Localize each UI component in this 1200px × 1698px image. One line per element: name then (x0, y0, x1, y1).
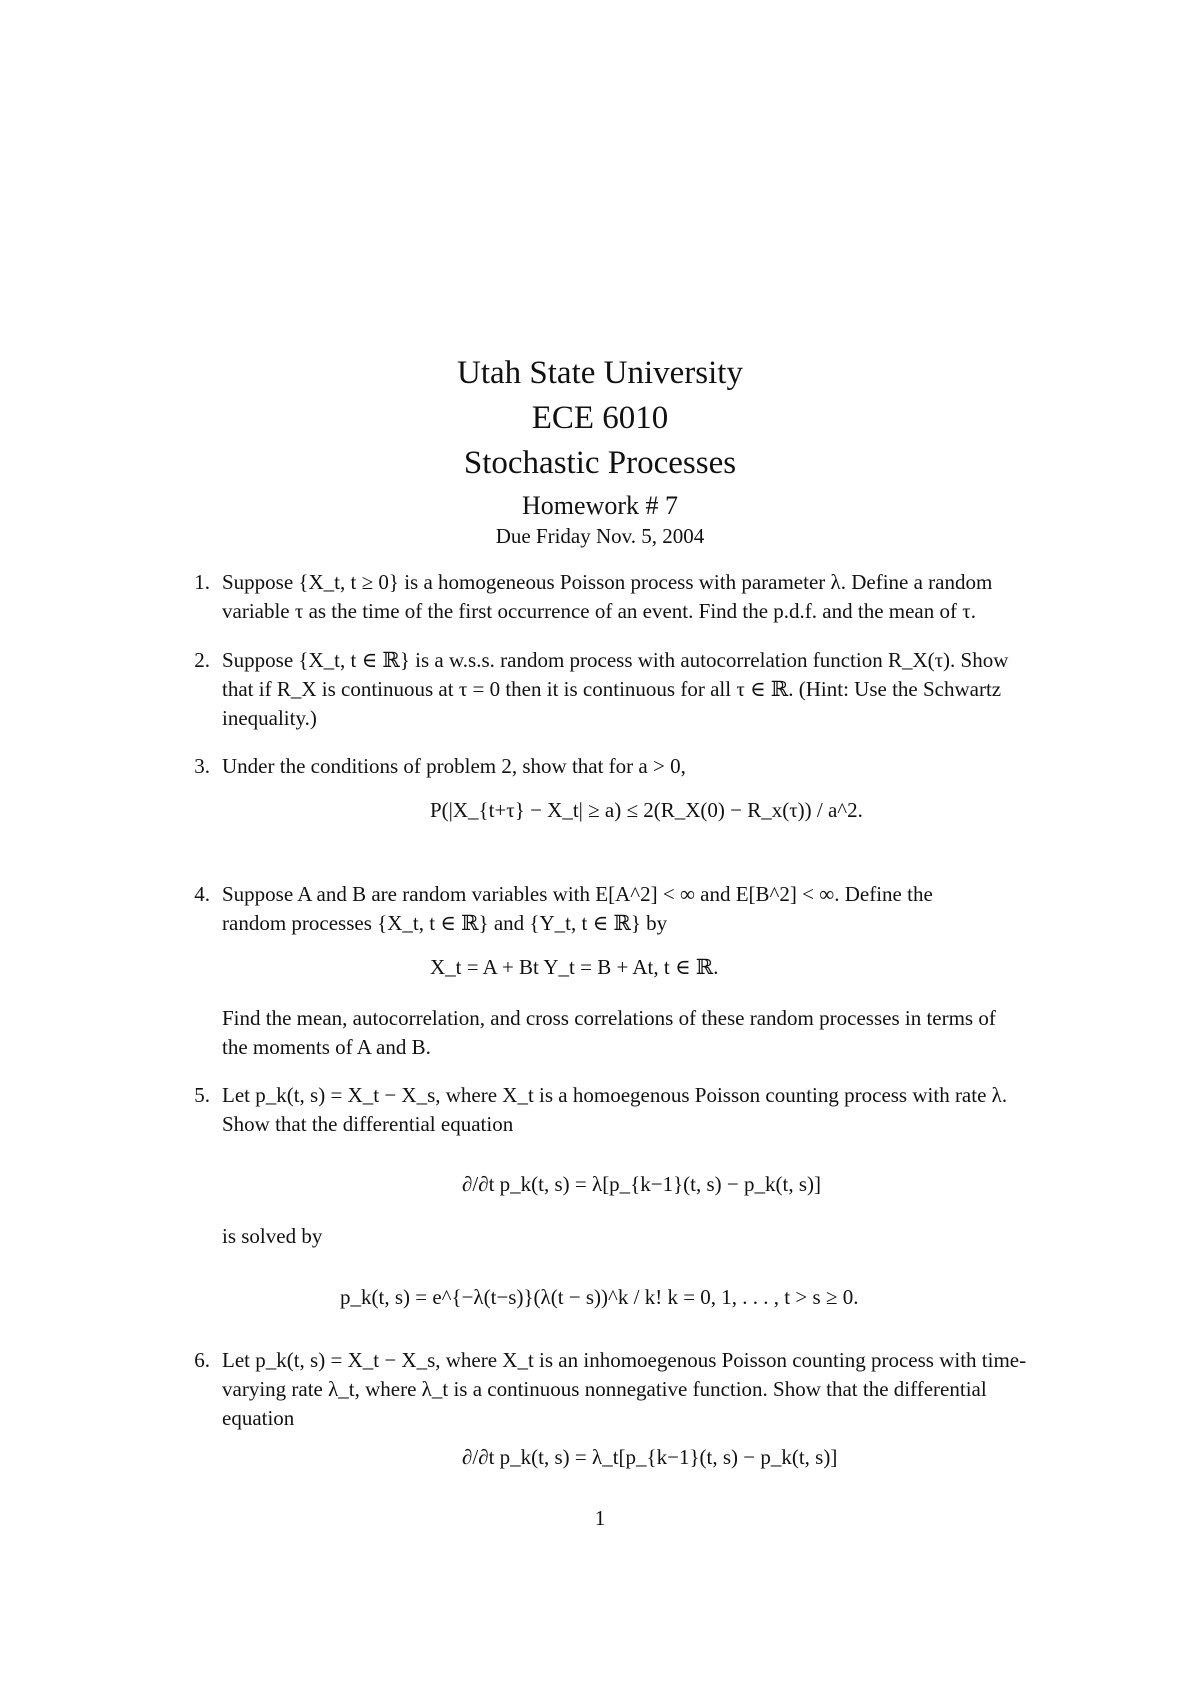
course-subject: Stochastic Processes (463, 445, 737, 481)
problem-4 (170, 880, 1100, 938)
due-date: Due Friday Nov. 5, 2004 (495, 524, 705, 548)
assignment-title: Homework # 7 (522, 491, 678, 520)
problem-line: random processes {X_t, t ∈ ℝ} and {Y_t, t ∈ ℝ} by (222, 911, 668, 935)
problem-5 (170, 1081, 1100, 1139)
problem-line: varying rate λ_t, where λ_t is a continuous nonnegative function. Show that the differential (222, 1377, 987, 1401)
problem-number: 2. (194, 648, 210, 672)
problem-4-continued (170, 1004, 1100, 1062)
problem-1 (170, 568, 1100, 626)
problem-line: Let p_k(t, s) = X_t − X_s, where X_t is a homoegenous Poisson counting process with rate λ. (222, 1083, 1008, 1107)
problem-number: 6. (194, 1348, 210, 1372)
page-number: 1 (594, 1506, 606, 1530)
problem-line: Suppose A and B are random variables with E[A^2] < ∞ and E[B^2] < ∞. Define the (222, 882, 933, 906)
problem-2 (170, 646, 1100, 733)
problem-6 (170, 1346, 1100, 1433)
problem-line: variable τ as the time of the first occurrence of an event. Find the p.d.f. and the mean of τ. (222, 599, 976, 623)
problem-line: inequality.) (222, 706, 317, 730)
equation-problem-3: P(|X_{t+τ} − X_t| ≥ a) ≤ 2(R_X(0) − R_x(τ)) / a^2. (430, 798, 863, 822)
equation-problem-6: ∂/∂t p_k(t, s) = λ_t[p_{k−1}(t, s) − p_k(t, s)] (462, 1445, 838, 1469)
problem-number: 1. (194, 570, 210, 594)
problem-line: Let p_k(t, s) = X_t − X_s, where X_t is an inhomoegenous Poisson counting process with time- (222, 1348, 1027, 1372)
equation-problem-4: X_t = A + Bt Y_t = B + At, t ∈ ℝ. (430, 955, 719, 979)
problem-5-continued (170, 1222, 1100, 1251)
problem-line: that if R_X is continuous at τ = 0 then it is continuous for all τ ∈ ℝ. (Hint: Use the Schwartz (222, 677, 1002, 701)
problem-line: Show that the differential equation (222, 1112, 514, 1136)
problem-number: 3. (194, 754, 210, 778)
problem-line: Suppose {X_t, t ≥ 0} is a homogeneous Poisson process with parameter λ. Define a random (222, 570, 993, 594)
equation-problem-5-differential: ∂/∂t p_k(t, s) = λ[p_{k−1}(t, s) − p_k(t, s)] (462, 1172, 822, 1196)
university-title: Utah State University (457, 355, 743, 391)
problem-line: is solved by (222, 1224, 323, 1248)
problem-line: the moments of A and B. (222, 1035, 431, 1059)
problem-line: equation (222, 1406, 295, 1430)
problem-line: Find the mean, autocorrelation, and cross correlations of these random processes in terms of (222, 1006, 996, 1030)
problem-number: 5. (194, 1083, 210, 1107)
problem-3 (170, 752, 1100, 781)
course-number: ECE 6010 (531, 400, 669, 436)
problem-number: 4. (194, 882, 210, 906)
equation-problem-5-solution: p_k(t, s) = e^{−λ(t−s)}(λ(t − s))^k / k! k = 0, 1, . . . , t > s ≥ 0. (340, 1285, 859, 1309)
problem-line: Under the conditions of problem 2, show that for a > 0, (222, 754, 686, 778)
problem-line: Suppose {X_t, t ∈ ℝ} is a w.s.s. random process with autocorrelation function R_X(τ). Show (222, 648, 1009, 672)
